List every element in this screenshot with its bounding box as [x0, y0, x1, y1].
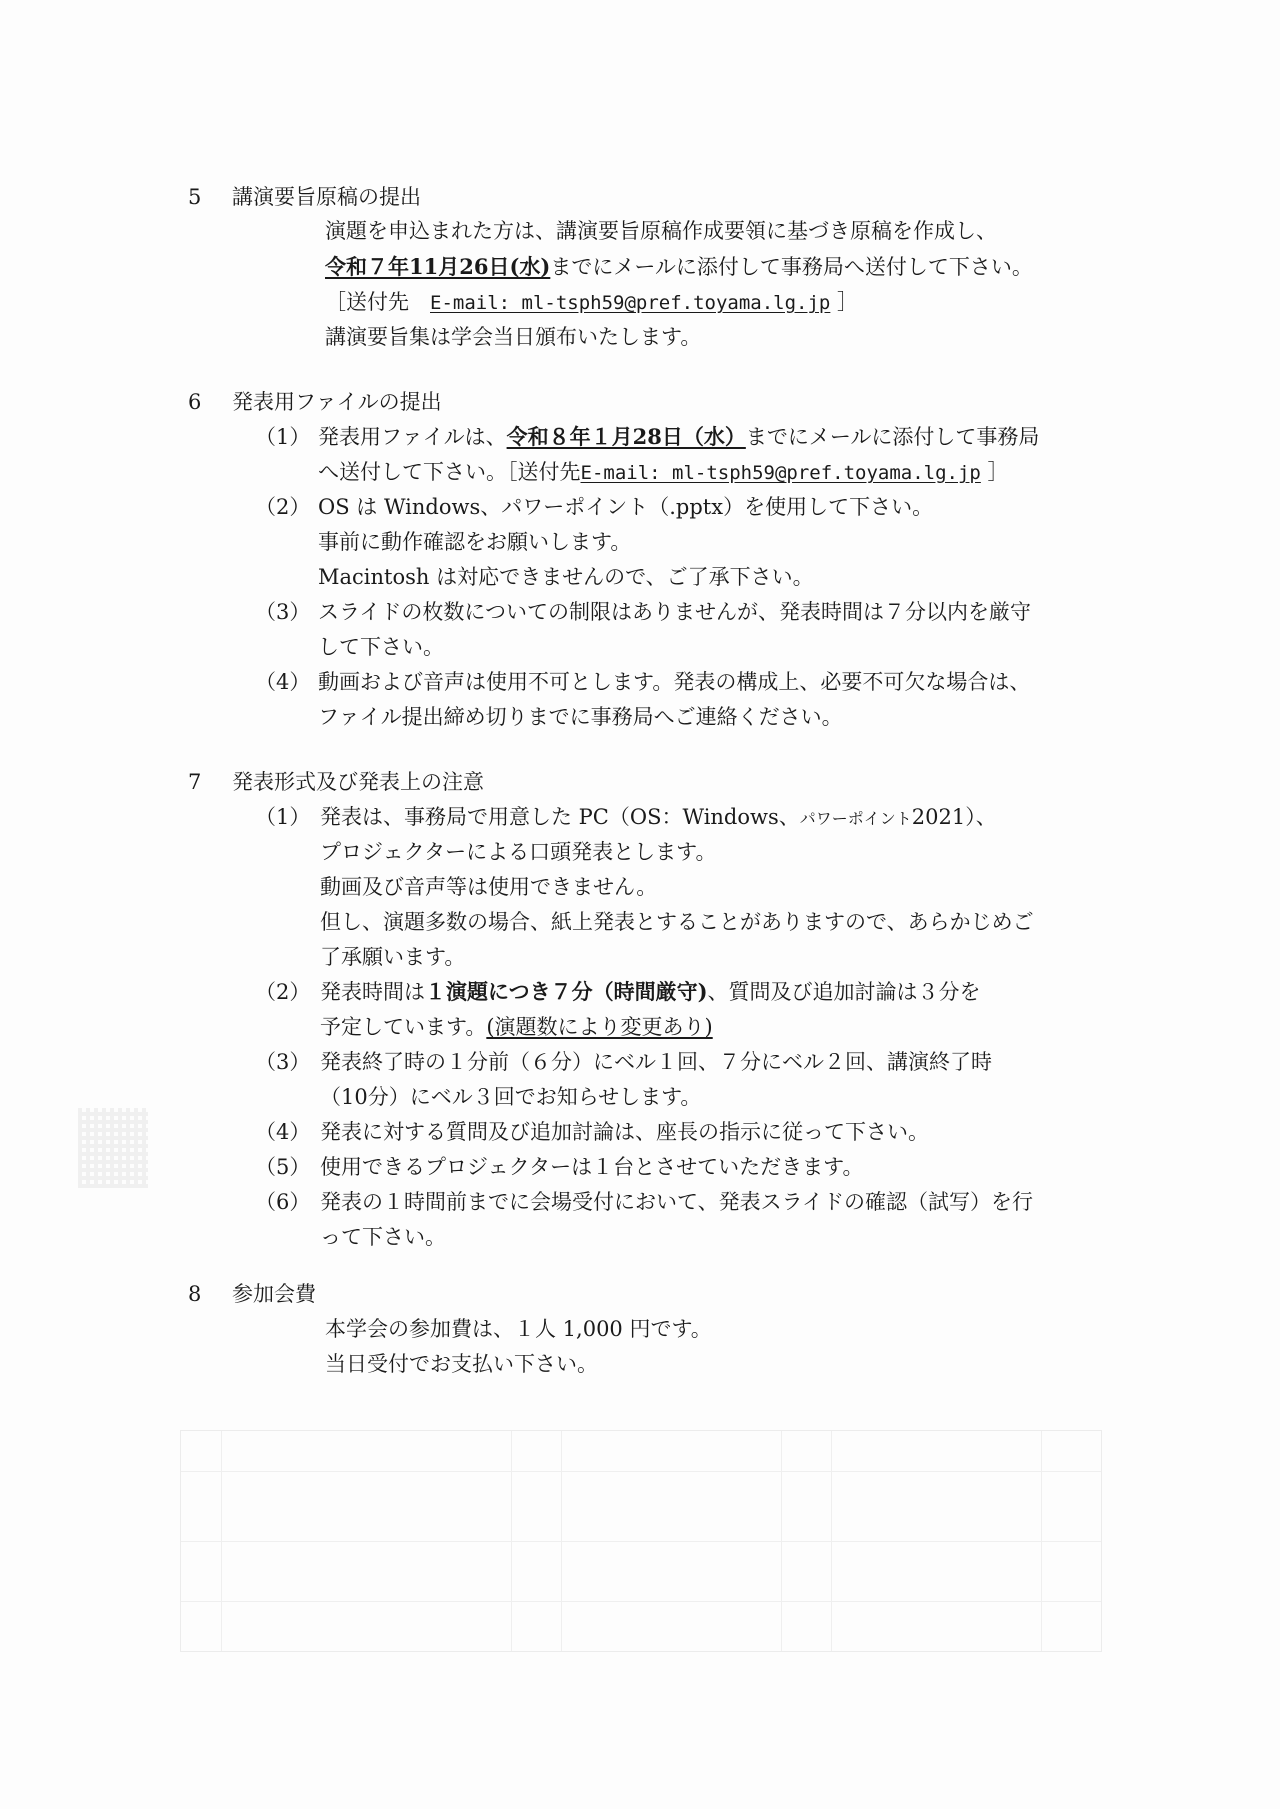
section-5-send-open: ［送付先	[325, 290, 430, 314]
section-6-item-4-line-2: ファイル提出締め切りまでに事務局へご連絡ください。	[318, 705, 843, 729]
section-6-number: 6	[188, 390, 202, 414]
section-6-item-1-text-b: までにメールに添付して事務局	[745, 425, 1040, 449]
section-6-deadline: 令和８年１月28日（水）	[506, 424, 746, 449]
section-5-heading	[188, 180, 421, 214]
section-6-item-3-line-2: して下さい。	[318, 635, 444, 659]
section-7-item-2-line-2	[320, 1010, 713, 1044]
section-6-item-3-line-1: スライドの枚数についての制限はありませんが、発表時間は７分以内を厳守	[318, 600, 1031, 624]
section-7-item-3-number: （3）	[255, 1050, 311, 1074]
section-7-item-1-line-5: 了承願います。	[320, 945, 466, 969]
section-5-email-link[interactable]: E-mail: ml-tsph59@pref.toyama.lg.jp	[430, 292, 831, 314]
section-8-line-1: 本学会の参加費は、１人 1,000 円です。	[325, 1317, 712, 1341]
section-6-email-link[interactable]: E-mail: ml-tsph59@pref.toyama.lg.jp	[580, 462, 981, 484]
section-7-item-3-line-1: 発表終了時の１分前（６分）にベル１回、７分にベル２回、講演終了時	[320, 1050, 992, 1074]
section-8-number: 8	[188, 1282, 202, 1306]
section-7-item-1-version: 2021）、	[911, 805, 997, 829]
section-5-line-2	[325, 250, 1033, 284]
section-6-title: 発表用ファイルの提出	[232, 390, 442, 414]
section-6-item-1-close: ］	[980, 460, 1009, 484]
section-7-item-5-line-1: 使用できるプロジェクターは１台とさせていただきます。	[320, 1155, 864, 1179]
section-7-item-6-line-1: 発表の１時間前までに会場受付において、発表スライドの確認（試写）を行	[320, 1190, 1033, 1214]
section-7-item-2-text-a: 発表時間は	[320, 980, 425, 1004]
section-6-item-2-number: （2）	[255, 495, 311, 519]
section-8-heading	[188, 1277, 316, 1311]
section-5-send-to	[325, 285, 858, 320]
section-6-item-1-line-1	[318, 420, 1039, 454]
section-8-title: 参加会費	[232, 1282, 316, 1306]
section-7-item-1-line-2: プロジェクターによる口頭発表とします。	[320, 840, 717, 864]
section-7-item-4-number: （4）	[255, 1120, 311, 1144]
section-7-item-6-number: （6）	[255, 1190, 311, 1214]
section-5-line-1: 演題を申込まれた方は、講演要旨原稿作成要領に基づき原稿を作成し、	[325, 219, 997, 243]
section-7-item-1-powerpoint: パワーポイント	[799, 809, 912, 828]
section-6-item-1-text-c: へ送付して下さい。［送付先	[318, 460, 581, 484]
section-7-item-1-line-4: 但し、演題多数の場合、紙上発表とすることがありますので、あらかじめご	[320, 910, 1034, 934]
section-6-item-4-number: （4）	[255, 670, 311, 694]
section-7-title: 発表形式及び発表上の注意	[232, 770, 484, 794]
section-7-item-1-text-a: 発表は、事務局で用意した PC（OS：Windows、	[320, 805, 800, 829]
section-7-item-2-number: （2）	[255, 980, 311, 1004]
section-5-line-2-rest: までにメールに添付して事務局へ送付して下さい。	[550, 255, 1033, 279]
section-7-item-5-number: （5）	[255, 1155, 311, 1179]
section-7-number: 7	[188, 770, 202, 794]
section-6-item-1-text-a: 発表用ファイルは、	[318, 425, 507, 449]
section-6-item-2-line-2: 事前に動作確認をお願いします。	[318, 530, 632, 554]
section-6-item-4-line-1: 動画および音声は使用不可とします。発表の構成上、必要不可欠な場合は、	[318, 670, 1031, 694]
section-6-item-3-number: （3）	[255, 600, 311, 624]
section-7-heading	[188, 765, 484, 799]
section-7-item-2-time-limit: １演題につき７分（時間厳守)	[425, 979, 708, 1004]
section-5-send-close: ］	[830, 290, 859, 314]
section-5-title: 講演要旨原稿の提出	[232, 185, 421, 209]
section-6-item-2-line-3: Macintosh は対応できませんので、ご了承下さい。	[318, 565, 814, 589]
section-7-item-2-note: (演題数により変更あり)	[486, 1015, 713, 1039]
section-6-item-1-line-2	[318, 455, 1009, 490]
section-6-item-1-number: （1）	[255, 425, 311, 449]
section-5-line-4: 講演要旨集は学会当日頒布いたします。	[325, 325, 702, 349]
section-5-deadline: 令和７年11月26日(水)	[325, 254, 551, 279]
section-5-number: 5	[188, 185, 202, 209]
section-7-item-4-line-1: 発表に対する質問及び追加討論は、座長の指示に従って下さい。	[320, 1120, 929, 1144]
section-7-item-1-line-1	[320, 800, 997, 836]
section-7-item-6-line-2: って下さい。	[320, 1225, 446, 1249]
section-7-item-2-text-c: 予定しています。	[320, 1015, 487, 1039]
section-6-item-2-line-1: OS は Windows、パワーポイント（.pptx）を使用して下さい。	[318, 495, 934, 519]
section-7-item-2-line-1	[320, 975, 981, 1009]
section-7-item-2-text-b: 、質問及び追加討論は３分を	[707, 980, 981, 1004]
bleed-through-table	[180, 1430, 1102, 1652]
section-7-item-1-line-3: 動画及び音声等は使用できません。	[320, 875, 658, 899]
section-7-item-3-line-2: （10分）にベル３回でお知らせします。	[320, 1085, 702, 1109]
section-7-item-1-number: （1）	[255, 805, 311, 829]
section-6-heading	[188, 385, 442, 419]
bleed-through-qr	[78, 1108, 148, 1188]
section-8-line-2: 当日受付でお支払い下さい。	[325, 1352, 598, 1376]
